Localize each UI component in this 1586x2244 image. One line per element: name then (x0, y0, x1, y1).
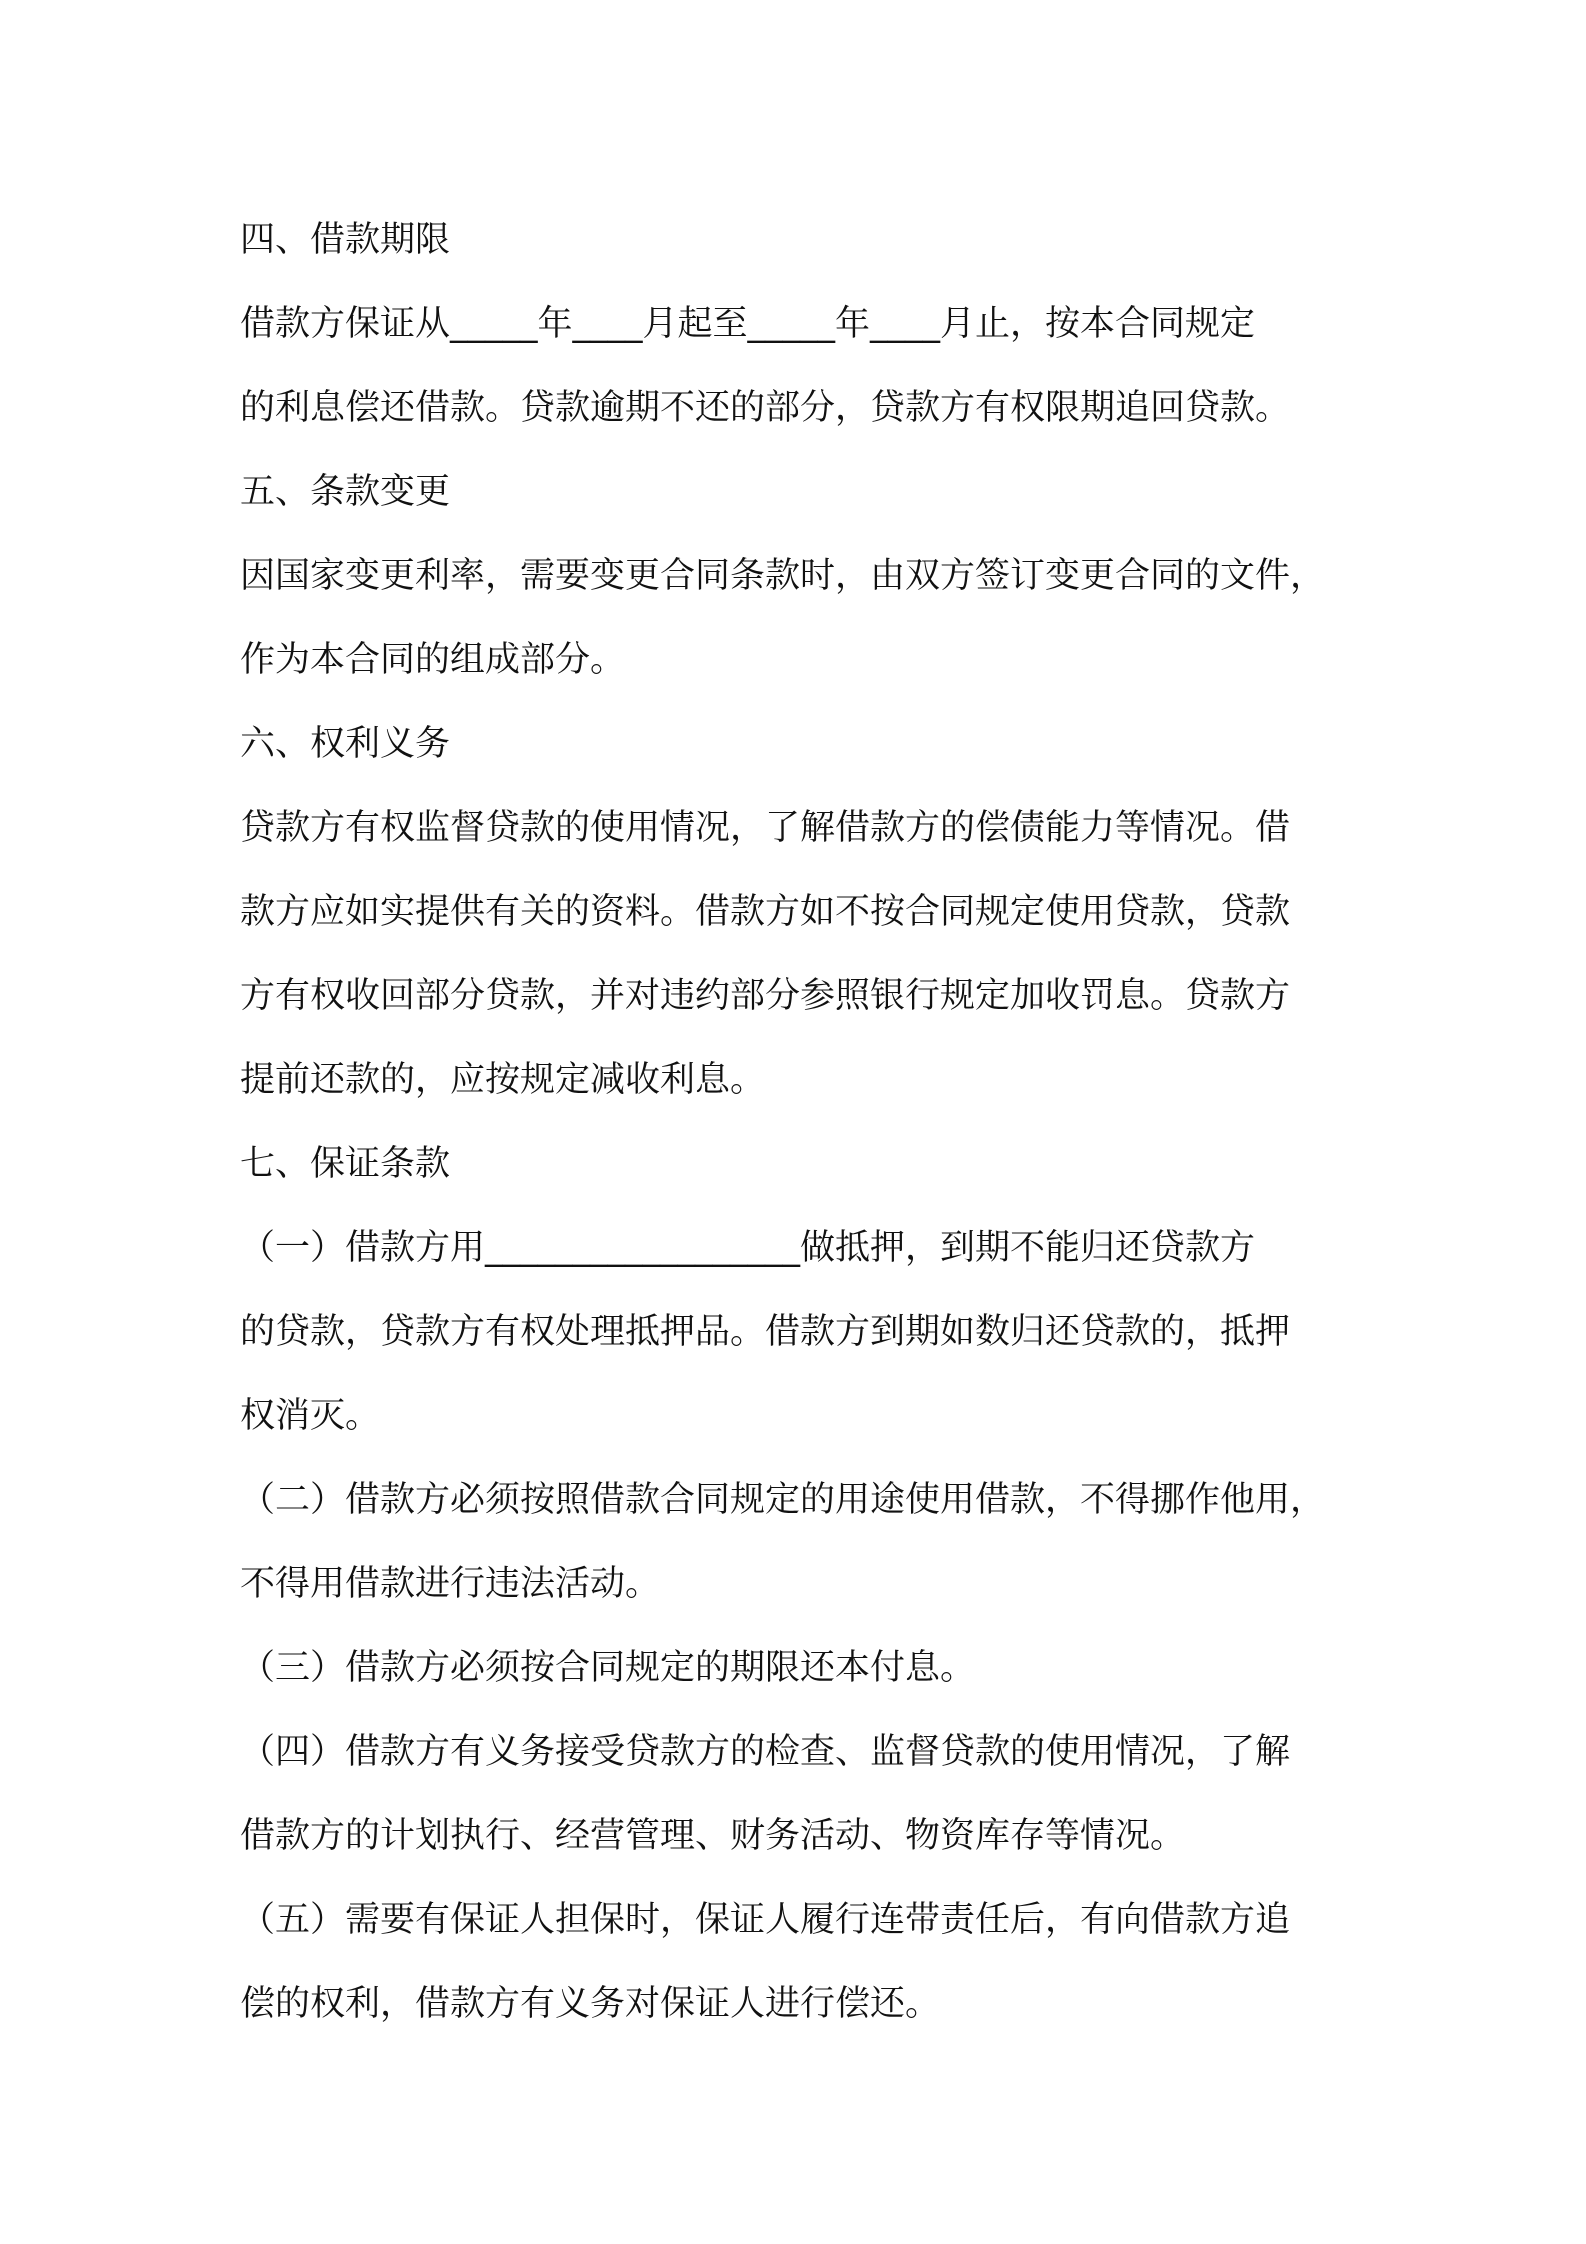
clause-line: 的贷款，贷款方有权处理抵押品。借款方到期如数归还贷款的，抵押 (240, 1312, 1291, 1352)
paragraph-line: 借款方保证从_____年____月起至_____年____月止，按本合同规定 (240, 304, 1256, 344)
clause-line: 权消灭。 (240, 1396, 381, 1436)
paragraph-line: 提前还款的，应按规定减收利息。 (240, 1060, 766, 1100)
paragraph-line: 贷款方有权监督贷款的使用情况，了解借款方的偿债能力等情况。借 (240, 808, 1291, 848)
section-heading-4: 四、借款期限 (240, 220, 451, 260)
clause-line: （二）借款方必须按照借款合同规定的用途使用借款，不得挪作他用， (240, 1480, 1326, 1520)
paragraph-line: 款方应如实提供有关的资料。借款方如不按合同规定使用贷款，贷款 (240, 892, 1291, 932)
paragraph-line: 方有权收回部分贷款，并对违约部分参照银行规定加收罚息。贷款方 (240, 976, 1291, 1016)
clause-line: 偿的权利，借款方有义务对保证人进行偿还。 (240, 1984, 941, 2024)
paragraph-line: 作为本合同的组成部分。 (240, 640, 626, 680)
paragraph-line: 的利息偿还借款。贷款逾期不还的部分，贷款方有权限期追回贷款。 (240, 388, 1291, 428)
clause-line: 不得用借款进行违法活动。 (240, 1564, 661, 1604)
clause-line: （一）借款方用__________________做抵押，到期不能归还贷款方 (240, 1228, 1256, 1268)
document-body (240, 198, 1360, 2046)
paragraph-line: 因国家变更利率，需要变更合同条款时，由双方签订变更合同的文件， (240, 556, 1326, 596)
section-heading-5: 五、条款变更 (240, 472, 451, 512)
section-heading-6: 六、权利义务 (240, 724, 451, 764)
clause-line: （三）借款方必须按合同规定的期限还本付息。 (240, 1648, 976, 1688)
section-heading-7: 七、保证条款 (240, 1144, 451, 1184)
clause-line: （四）借款方有义务接受贷款方的检查、监督贷款的使用情况，了解 (240, 1732, 1291, 1772)
clause-line: （五）需要有保证人担保时，保证人履行连带责任后，有向借款方追 (240, 1900, 1291, 1940)
clause-line: 借款方的计划执行、经营管理、财务活动、物资库存等情况。 (240, 1816, 1186, 1856)
